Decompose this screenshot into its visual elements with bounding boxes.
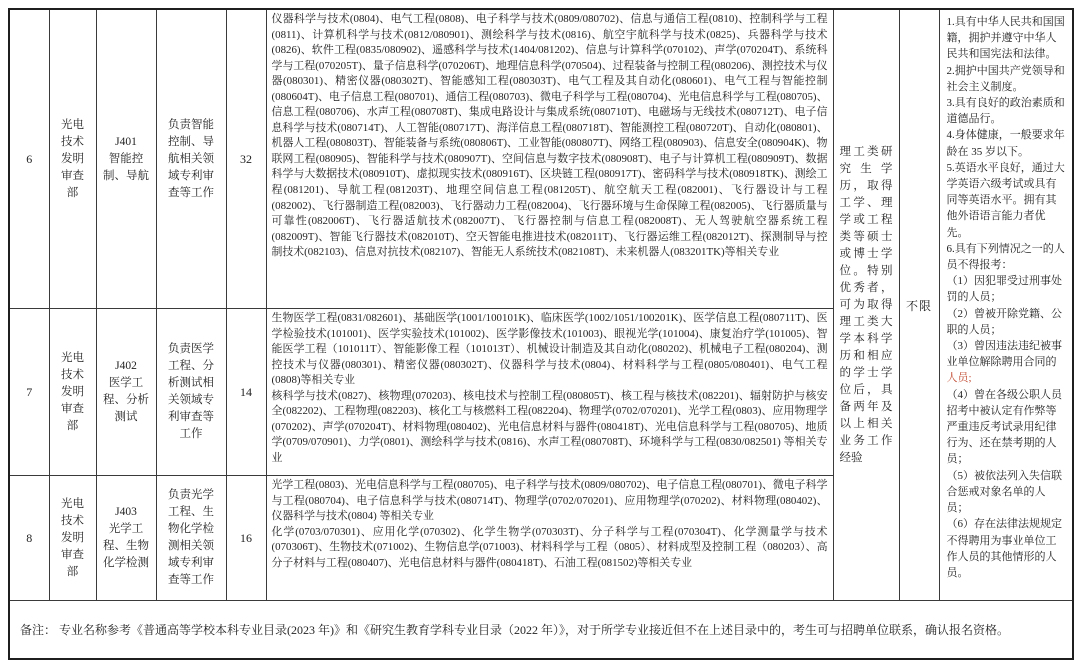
position-row-6: [9, 9, 1073, 309]
majors-cell: [266, 309, 833, 476]
headcount-cell: 14: [226, 309, 266, 476]
job-code: J402: [115, 360, 137, 372]
department-cell: 光电技术发明审查部: [49, 9, 96, 309]
requirement-item: 5.英语水平良好，通过大学英语六级考试或具有同等英语水平。拥有其他外语语言能力者优先。: [946, 161, 1065, 239]
requirement-subitem: （6）存在法律法规规定不得聘用为事业单位工作人员的其他情形的人员。: [946, 518, 1062, 579]
job-duty-cell: 负责光学工程、生物化学检测相关领域专利审查等工作: [156, 476, 226, 601]
majors-cell: [266, 9, 833, 309]
row-number: 7: [9, 309, 49, 476]
qualification-cell: 理工类研究生学历，取得工学、理学或工程类等硕士或博士学位。特别优秀者，可为取得理工类大学本科学历和相应的学士学位后，具备两年及以上相关业务工作经验: [833, 9, 899, 601]
job-title: 医学工程、分析测试: [103, 377, 149, 423]
headcount-cell: 16: [226, 476, 266, 601]
job-title: 光学工程、生物化学检测: [103, 523, 149, 569]
majors-paragraph: 生物医学工程(0831/082601)、基础医学(1001/100101K)、临床医学(1002/1051/100201K)、医学信息工程(080711T)、医学检验技术(101001)、医学实验技术(101002)、医学影像技术(101003)、眼视光学(101004)、康复治疗学(101005)、智能医学工程（101011T）、智能影像工程（101013T）、机械设计制造及其自动化(080202)、机械电子工程(080204)、测控技术与仪器(080301)、精密仪器(080302T)、仪器科学与技术(0804)、材料科学与工程(0805/080401)、电气工程(0808)等相关专业: [271, 312, 828, 387]
job-code-cell: [96, 309, 156, 476]
job-code-cell: [96, 9, 156, 309]
requirement-subitem: （1）因犯罪受过刑事处罚的人员；: [946, 275, 1062, 304]
headcount-cell: 32: [226, 9, 266, 309]
requirement-subitem: （2）曾被开除党籍、公职的人员；: [946, 307, 1062, 336]
job-title: 智能控制、导航: [103, 152, 149, 182]
requirement-item: 4.身体健康，一般要求年龄在 35 岁以下。: [946, 129, 1065, 158]
job-code: J403: [115, 506, 137, 518]
requirement-subitem-text: （3）曾因违法违纪被事业单位解除聘用合同的: [946, 340, 1062, 369]
majors-paragraph: 仪器科学与技术(0804)、电气工程(0808)、电子科学与技术(0809/080702)、信息与通信工程(0810)、控制科学与工程(0811)、计算机科学与技术(0812/080901)、测绘科学与技术(0816)、航空宇航科学与技术(0825)、兵器科学与技术(0826)、软件工程(0835/080902)、遥感科学与技术(1404/081202)、信息与计算科学(070102)、声学(070204T)、系统科学与工程(070205T)、量子信息科学(070206T)、地理信息科学(070504)、过程装备与控制工程(080206)、测控技术与仪器(080301)、精密仪器(080302T)、智能感知工程(080303T)、电气工程及其自动化(080601)、电气工程与智能控制(080604T)、电子信息工程(080701)、通信工程(080703)、微电子科学与工程(080704)、光电信息科学与工程(080705)、信息工程(080706)、水声工程(080708T)、集成电路设计与集成系统(080710T)、电磁场与无线技术(080712T)、电子信息科学与技术(080714T)、人工智能(080717T)、海洋信息工程(080718T)、智能测控工程(080720T)、自动化(080801)、机器人工程(080803T)、智能装备与系统(080806T)、工业智能(080807T)、网络工程(080903)、信息安全(080904K)、物联网工程(080905)、智能科学与技术(080907T)、空间信息与数字技术(080908T)、电子与计算机工程(080909T)、数据科学与大数据技术(080910T)、虚拟现实技术(080916T)、区块链工程(080917T)、密码科学与技术(080918TK)、测绘工程(081201)、导航工程(081203T)、地理空间信息工程(081205T)、航空航天工程(082001)、飞行器设计与工程(082002)、飞行器制造工程(082003)、飞行器动力工程(082004)、飞行器环境与生命保障工程(082005)、飞行器质量与可靠性(082006T)、飞行器适航技术(082007T)、飞行器控制与信息工程(082008T)、无人驾驶航空器系统工程(082009T)、智能飞行器技术(082010T)、空天智能电推进技术(082011T)、飞行器运维工程(082012T)、探测制导与控制技术(082103)、信息对抗技术(082107)、智能无人系统技术(082108T)、未来机器人(083201TK)等相关专业: [271, 13, 828, 259]
recruitment-positions-table: [8, 8, 1074, 660]
job-duty-cell: 负责医学工程、分析测试相关领域专利审查等工作: [156, 309, 226, 476]
job-code-cell: [96, 476, 156, 601]
requirement-subitem-red-text: 人员;: [946, 372, 972, 385]
majors-paragraph: 核科学与技术(0827)、核物理(070203)、核电技术与控制工程(080805T)、核工程与核技术(082201)、辐射防护与核安全(082202)、工程物理(082203)、核化工与核燃料工程(082204)、物理学(0702/070201)、光学工程(0803)、应用物理学(070202)、声学(070204T)、材料物理(080402)、光电信息材料与器件(080418T)、光电信息科学与工程(080705)、地质学(0709/070901)、力学(0801)、测绘科学与技术(0816)、水声工程(080708T)、环境科学与工程(0830/082501) 等相关专业: [271, 389, 828, 464]
majors-paragraph: 化学(0703/070301)、应用化学(070302)、化学生物学(070303T)、分子科学与工程(070304T)、化学测量学与技术(070306T)、生物技术(071002)、生物信息学(071003)、材料科学与工程（0805）、材料成型及控制工程（080203）、高分子材料与工程(080407)、光电信息材料与器件(080418T)、石油工程(081502)等相关专业: [271, 525, 828, 569]
row-number: 6: [9, 9, 49, 309]
requirement-item: 3.具有良好的政治素质和道德品行。: [946, 97, 1065, 126]
job-duty-cell: 负责智能控制、导航相关领域专利审查等工作: [156, 9, 226, 309]
requirement-item: 2.拥护中国共产党领导和社会主义制度。: [946, 64, 1065, 93]
majors-cell: [266, 476, 833, 601]
requirement-item: 1.具有中华人民共和国国籍，拥护并遵守中华人民共和国宪法和法律。: [946, 16, 1065, 61]
requirement-subitem: （4）曾在各级公职人员招考中被认定有作弊等严重违反考试录用纪律行为、还在禁考期的人员；: [946, 388, 1062, 466]
job-code: J401: [115, 135, 137, 148]
requirement-item: 6.具有下列情况之一的人员不得报考：: [946, 242, 1065, 272]
row-number: 8: [9, 476, 49, 601]
no-restriction-cell: 不限: [899, 9, 939, 601]
remark-cell: 备注： 专业名称参考《普通高等学校本科专业目录(2023 年)》和《研究生教育学科专业目录（2022 年）》，对于所学专业接近但不在上述目录中的，考生可与招聘单位联系，确认报名资格。: [9, 601, 1073, 660]
requirement-subitem: （5）被依法列入失信联合惩戒对象名单的人员；: [946, 469, 1062, 515]
recruitment-table-sheet: [8, 8, 1074, 660]
department-cell: 光电技术发明审查部: [49, 309, 96, 476]
majors-paragraph: 光学工程(0803)、光电信息科学与工程(080705)、电子科学与技术(0809/080702)、电子信息工程(080701)、微电子科学与工程(080704)、电子信息科学与技术(080714T)、物理学(0702/070201)、应用物理学(070202)、材料物理(080402)、仪器科学与技术(0804) 等相关专业: [271, 479, 828, 523]
department-cell: 光电技术发明审查部: [49, 476, 96, 601]
requirement-subitem: [947, 338, 1067, 387]
remark-row: [9, 601, 1073, 660]
other-requirements-cell: [939, 9, 1073, 601]
